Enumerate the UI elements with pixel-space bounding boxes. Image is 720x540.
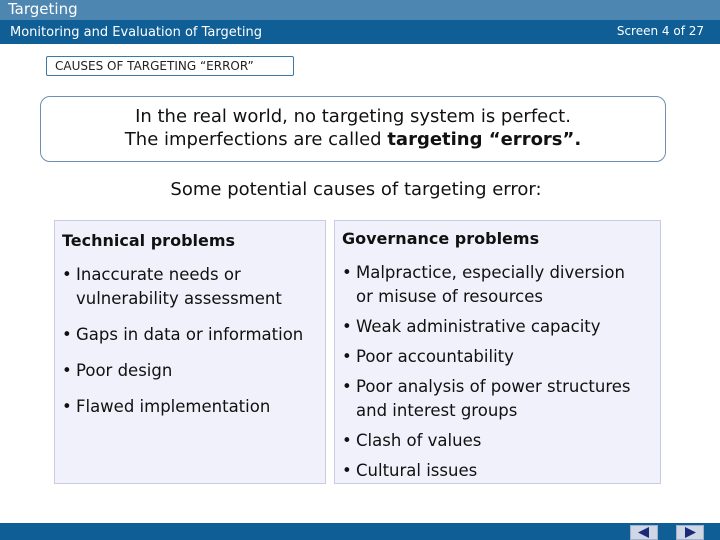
list-item-text: Gaps in data or information	[76, 325, 304, 344]
list-item-text: Inaccurate needs or	[76, 265, 241, 284]
list-item: • Poor design	[62, 361, 173, 380]
list-item-text: Cultural issues	[356, 461, 478, 480]
list-item: • Clash of values	[342, 431, 482, 450]
list-item: • Cultural issues	[342, 461, 478, 480]
list-item: • Poor accountability	[342, 347, 514, 366]
governance-problems-heading: Governance problems	[342, 229, 540, 248]
technical-problems-heading: Technical problems	[62, 231, 236, 250]
course-header-bar	[0, 20, 720, 44]
bottom-nav-bar	[0, 523, 720, 540]
list-item-text: Poor analysis of power structures	[356, 377, 631, 396]
app-title: Targeting	[8, 0, 78, 18]
intro-emphasis: targeting “errors”.	[387, 129, 582, 150]
list-item: • Inaccurate needs or vulnerability assessment	[62, 263, 282, 311]
list-item-text: Clash of values	[356, 431, 482, 450]
list-item-text: Weak administrative capacity	[356, 317, 601, 336]
intro-callout	[40, 96, 666, 162]
intro-line-1: In the real world, no targeting system is perfect.	[135, 106, 571, 127]
list-item-text: Flawed implementation	[76, 397, 271, 416]
list-item-text-continued: or misuse of resources	[356, 287, 543, 306]
next-screen-button[interactable]	[676, 525, 704, 540]
list-item: • Poor analysis of power structures and interest groups	[342, 375, 631, 423]
list-item: • Flawed implementation	[62, 397, 271, 416]
list-item-text-continued: vulnerability assessment	[76, 289, 282, 308]
triangle-left-icon	[637, 527, 651, 538]
list-item-text: Malpractice, especially diversion	[356, 263, 625, 282]
list-item: • Malpractice, especially diversion or misuse of resources	[342, 261, 625, 309]
governance-problems-panel	[334, 220, 661, 484]
list-item: • Gaps in data or information	[62, 325, 304, 344]
technical-problems-panel	[54, 220, 326, 484]
list-item-text-continued: and interest groups	[356, 401, 518, 420]
intro-line-2-prefix: The imperfections are called	[124, 129, 388, 150]
screen-counter: Screen 4 of 27	[616, 24, 704, 38]
intro-line-2	[41, 128, 665, 151]
course-title: Monitoring and Evaluation of Targeting	[10, 25, 262, 40]
previous-screen-button[interactable]	[630, 525, 658, 540]
list-item: • Weak administrative capacity	[342, 317, 601, 336]
list-item-text: Poor design	[76, 361, 173, 380]
lead-text: Some potential causes of targeting error:	[170, 179, 542, 200]
top-title-bar	[0, 0, 720, 20]
section-label: CAUSES OF TARGETING “ERROR”	[46, 56, 294, 76]
list-item-text: Poor accountability	[356, 347, 514, 366]
triangle-right-icon	[683, 527, 697, 538]
